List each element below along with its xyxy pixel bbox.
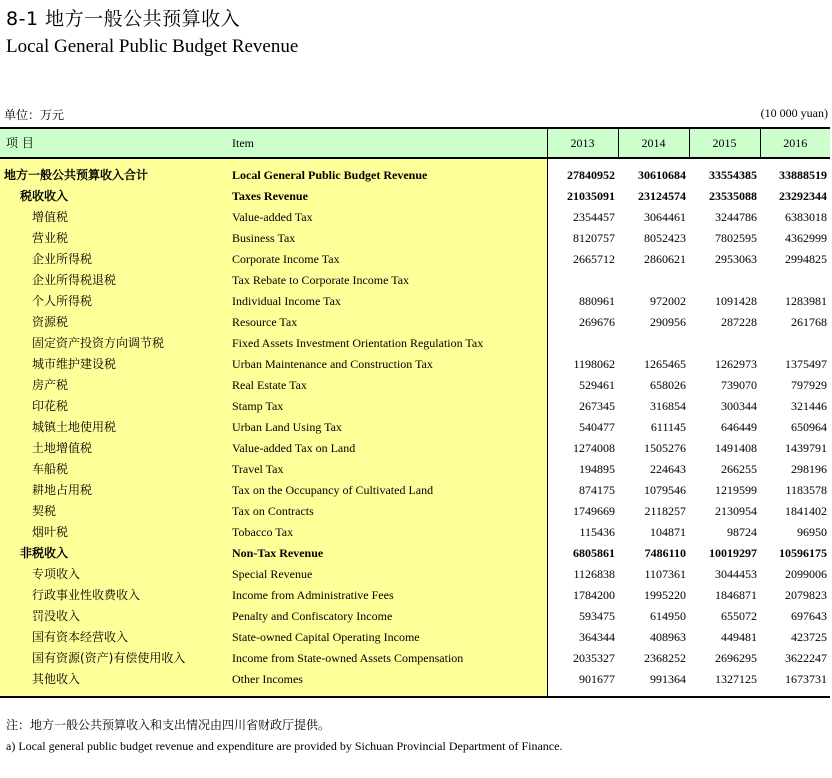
table-body [0, 158, 830, 697]
row-item-cn: 税收收入 [0, 186, 232, 207]
row-value-2016: 321446 [791, 399, 827, 413]
row-value-2013: 874175 [579, 483, 615, 497]
header-year-2015: 2015 [689, 128, 760, 158]
row-value-2014: 614950 [650, 609, 686, 623]
row-item-en: Stamp Tax [232, 396, 547, 417]
table-row [0, 270, 830, 291]
table-row [0, 354, 830, 375]
table-row [0, 501, 830, 522]
row-item-en: Travel Tax [232, 459, 547, 480]
row-value-2016: 2994825 [785, 252, 827, 266]
row-item-cn: 其他收入 [0, 669, 232, 697]
row-item-cn: 罚没收入 [0, 606, 232, 627]
row-value-2015: 1846871 [715, 588, 757, 602]
table-row [0, 648, 830, 669]
row-item-cn: 企业所得税 [0, 249, 232, 270]
row-item-en: Income from Administrative Fees [232, 585, 547, 606]
row-value-2014: 991364 [618, 669, 689, 697]
table-row [0, 396, 830, 417]
row-value-2015: 449481 [721, 630, 757, 644]
row-value-2014: 2118257 [644, 504, 686, 518]
revenue-table-container [0, 127, 832, 698]
row-value-2014: 408963 [650, 630, 686, 644]
row-value-2013: 2354457 [573, 210, 615, 224]
row-value-2016: 1375497 [785, 357, 827, 371]
row-value-2014: 1505276 [644, 441, 686, 455]
row-item-en: Special Revenue [232, 564, 547, 585]
row-item-cn: 城市维护建设税 [0, 354, 232, 375]
row-value-2015: 3244786 [715, 210, 757, 224]
row-item-cn: 印花税 [0, 396, 232, 417]
row-value-2014: 23124574 [638, 189, 686, 203]
row-item-cn: 行政事业性收费收入 [0, 585, 232, 606]
row-value-2013: 1126838 [573, 567, 615, 581]
row-value-2013: 27840952 [567, 168, 615, 182]
row-value-2014: 2860621 [644, 252, 686, 266]
row-value-2015: 1262973 [715, 357, 757, 371]
row-item-en: Individual Income Tax [232, 291, 547, 312]
row-item-en: Value-added Tax on Land [232, 438, 547, 459]
row-value-2015: 646449 [721, 420, 757, 434]
row-value-2016: 4362999 [785, 231, 827, 245]
row-item-en: Urban Land Using Tax [232, 417, 547, 438]
row-value-2014: 30610684 [638, 168, 686, 182]
row-item-en: Non-Tax Revenue [232, 543, 547, 564]
row-value-2016: 298196 [791, 462, 827, 476]
table-row [0, 375, 830, 396]
row-value-2014: 224643 [650, 462, 686, 476]
row-value-2013: 21035091 [567, 189, 615, 203]
row-value-2013: 364344 [579, 630, 615, 644]
row-value-2013: 540477 [579, 420, 615, 434]
row-item-en: Taxes Revenue [232, 186, 547, 207]
row-item-cn: 土地增值税 [0, 438, 232, 459]
row-value-2016: 96950 [797, 525, 827, 539]
row-value-2014 [618, 270, 689, 291]
row-item-cn: 企业所得税退税 [0, 270, 232, 291]
row-value-2013: 269676 [579, 315, 615, 329]
row-value-2016: 1183578 [785, 483, 827, 497]
row-value-2016: 1673731 [760, 669, 830, 697]
row-value-2013: 194895 [579, 462, 615, 476]
row-item-en: Tax Rebate to Corporate Income Tax [232, 270, 547, 291]
table-row [0, 249, 830, 270]
row-value-2013: 1198062 [573, 357, 615, 371]
row-item-cn: 个人所得税 [0, 291, 232, 312]
footnote-en: a) Local general public budget revenue and expenditure are provided by Sichuan Provincial Department of Finance. [6, 739, 563, 753]
row-value-2013: 901677 [547, 669, 618, 697]
table-row [0, 627, 830, 648]
row-value-2015: 1491408 [715, 441, 757, 455]
row-value-2014: 658026 [650, 378, 686, 392]
row-item-en: Tax on the Occupancy of Cultivated Land [232, 480, 547, 501]
row-value-2013: 267345 [579, 399, 615, 413]
row-value-2016: 1439791 [785, 441, 827, 455]
row-value-2015: 10019297 [709, 546, 757, 560]
row-item-en: Resource Tax [232, 312, 547, 333]
row-item-en: State-owned Capital Operating Income [232, 627, 547, 648]
header-year-2014: 2014 [618, 128, 689, 158]
row-value-2013: 115436 [579, 525, 615, 539]
row-item-cn: 营业税 [0, 228, 232, 249]
table-row [0, 417, 830, 438]
row-value-2013: 529461 [579, 378, 615, 392]
row-item-en: Local General Public Budget Revenue [232, 158, 547, 186]
row-item-en: Tax on Contracts [232, 501, 547, 522]
page-title-cn: 8-1 地方一般公共预算收入 [6, 8, 241, 30]
row-value-2016: 23292344 [779, 189, 827, 203]
row-value-2015: 7802595 [715, 231, 757, 245]
row-item-en: Tobacco Tax [232, 522, 547, 543]
row-value-2015: 2696295 [715, 651, 757, 665]
row-value-2016 [760, 333, 830, 354]
row-value-2016: 6383018 [785, 210, 827, 224]
row-item-en: Income from State-owned Assets Compensation [232, 648, 547, 669]
row-value-2015 [689, 333, 760, 354]
row-item-cn: 资源税 [0, 312, 232, 333]
table-row [0, 158, 830, 186]
row-value-2013: 880961 [579, 294, 615, 308]
row-value-2016: 423725 [791, 630, 827, 644]
table-row [0, 228, 830, 249]
row-item-en: Fixed Assets Investment Orientation Regulation Tax [232, 333, 547, 354]
table-row [0, 564, 830, 585]
header-item-en: Item [232, 128, 547, 158]
row-value-2014: 7486110 [644, 546, 686, 560]
unit-label-cn: 单位：万元 [4, 108, 65, 122]
row-item-cn: 非税收入 [0, 543, 232, 564]
table-row [0, 333, 830, 354]
row-value-2015: 300344 [721, 399, 757, 413]
row-value-2015: 655072 [721, 609, 757, 623]
row-value-2015: 266255 [721, 462, 757, 476]
revenue-table [0, 127, 830, 698]
row-item-cn: 国有资本经营收入 [0, 627, 232, 648]
row-value-2014: 3064461 [644, 210, 686, 224]
row-value-2014 [618, 333, 689, 354]
row-value-2014: 104871 [650, 525, 686, 539]
header-year-2013: 2013 [547, 128, 618, 158]
footnote-cn: 注：地方一般公共预算收入和支出情况由四川省财政厅提供。 [6, 718, 331, 732]
row-value-2014: 972002 [650, 294, 686, 308]
row-value-2013: 2665712 [573, 252, 615, 266]
row-value-2015: 2953063 [715, 252, 757, 266]
header-year-2016: 2016 [760, 128, 830, 158]
row-item-en: Penalty and Confiscatory Income [232, 606, 547, 627]
row-value-2013: 6805861 [573, 546, 615, 560]
row-value-2015: 2130954 [715, 504, 757, 518]
row-item-cn: 专项收入 [0, 564, 232, 585]
table-row [0, 459, 830, 480]
row-value-2015: 1091428 [715, 294, 757, 308]
row-value-2015: 287228 [721, 315, 757, 329]
row-item-cn: 烟叶税 [0, 522, 232, 543]
row-value-2016: 1841402 [785, 504, 827, 518]
row-value-2014: 290956 [650, 315, 686, 329]
row-value-2013: 1784200 [573, 588, 615, 602]
row-value-2013: 1274008 [573, 441, 615, 455]
row-item-cn: 耕地占用税 [0, 480, 232, 501]
table-row [0, 522, 830, 543]
table-row [0, 543, 830, 564]
table-row [0, 186, 830, 207]
row-value-2015: 1219599 [715, 483, 757, 497]
row-item-en: Urban Maintenance and Construction Tax [232, 354, 547, 375]
row-item-cn: 固定资产投资方向调节税 [0, 333, 232, 354]
row-value-2016: 33888519 [779, 168, 827, 182]
table-row [0, 312, 830, 333]
row-value-2016: 797929 [791, 378, 827, 392]
row-value-2013: 1749669 [573, 504, 615, 518]
row-value-2014: 8052423 [644, 231, 686, 245]
table-header-row [0, 128, 830, 158]
table-row [0, 606, 830, 627]
row-item-en: Value-added Tax [232, 207, 547, 228]
row-item-cn: 城镇土地使用税 [0, 417, 232, 438]
row-value-2015: 739070 [721, 378, 757, 392]
row-value-2014: 1107361 [644, 567, 686, 581]
row-value-2016: 697643 [791, 609, 827, 623]
row-value-2016: 1283981 [785, 294, 827, 308]
row-value-2013: 593475 [579, 609, 615, 623]
row-value-2015: 23535088 [709, 189, 757, 203]
row-value-2014: 1995220 [644, 588, 686, 602]
table-row [0, 438, 830, 459]
row-item-cn: 契税 [0, 501, 232, 522]
table-row [0, 291, 830, 312]
table-row [0, 480, 830, 501]
row-value-2016: 10596175 [779, 546, 827, 560]
row-value-2016: 650964 [791, 420, 827, 434]
row-value-2015: 1327125 [689, 669, 760, 697]
row-value-2013: 8120757 [573, 231, 615, 245]
row-value-2016: 2099006 [785, 567, 827, 581]
row-item-en: Corporate Income Tax [232, 249, 547, 270]
row-value-2016: 3622247 [785, 651, 827, 665]
header-item-cn: 项 目 [0, 128, 232, 158]
row-value-2013 [547, 333, 618, 354]
row-value-2013: 2035327 [573, 651, 615, 665]
row-value-2013 [547, 270, 618, 291]
row-value-2014: 316854 [650, 399, 686, 413]
row-value-2015: 3044453 [715, 567, 757, 581]
row-value-2015: 33554385 [709, 168, 757, 182]
table-row [0, 585, 830, 606]
row-value-2016: 261768 [791, 315, 827, 329]
row-value-2014: 2368252 [644, 651, 686, 665]
row-item-en: Business Tax [232, 228, 547, 249]
row-value-2014: 611145 [650, 420, 686, 434]
row-item-en: Real Estate Tax [232, 375, 547, 396]
row-item-cn: 车船税 [0, 459, 232, 480]
row-item-cn: 房产税 [0, 375, 232, 396]
row-item-cn: 地方一般公共预算收入合计 [0, 158, 232, 186]
row-value-2016 [760, 270, 830, 291]
row-value-2015: 98724 [727, 525, 757, 539]
table-row [0, 669, 830, 697]
row-value-2015 [689, 270, 760, 291]
row-value-2014: 1079546 [644, 483, 686, 497]
row-value-2014: 1265465 [644, 357, 686, 371]
page-title-en: Local General Public Budget Revenue [6, 36, 299, 57]
row-item-cn: 增值税 [0, 207, 232, 228]
row-item-cn: 国有资源(资产)有偿使用收入 [0, 648, 232, 669]
row-value-2016: 2079823 [785, 588, 827, 602]
unit-label-en: (10 000 yuan) [760, 106, 828, 120]
table-row [0, 207, 830, 228]
row-item-en: Other Incomes [232, 669, 547, 697]
